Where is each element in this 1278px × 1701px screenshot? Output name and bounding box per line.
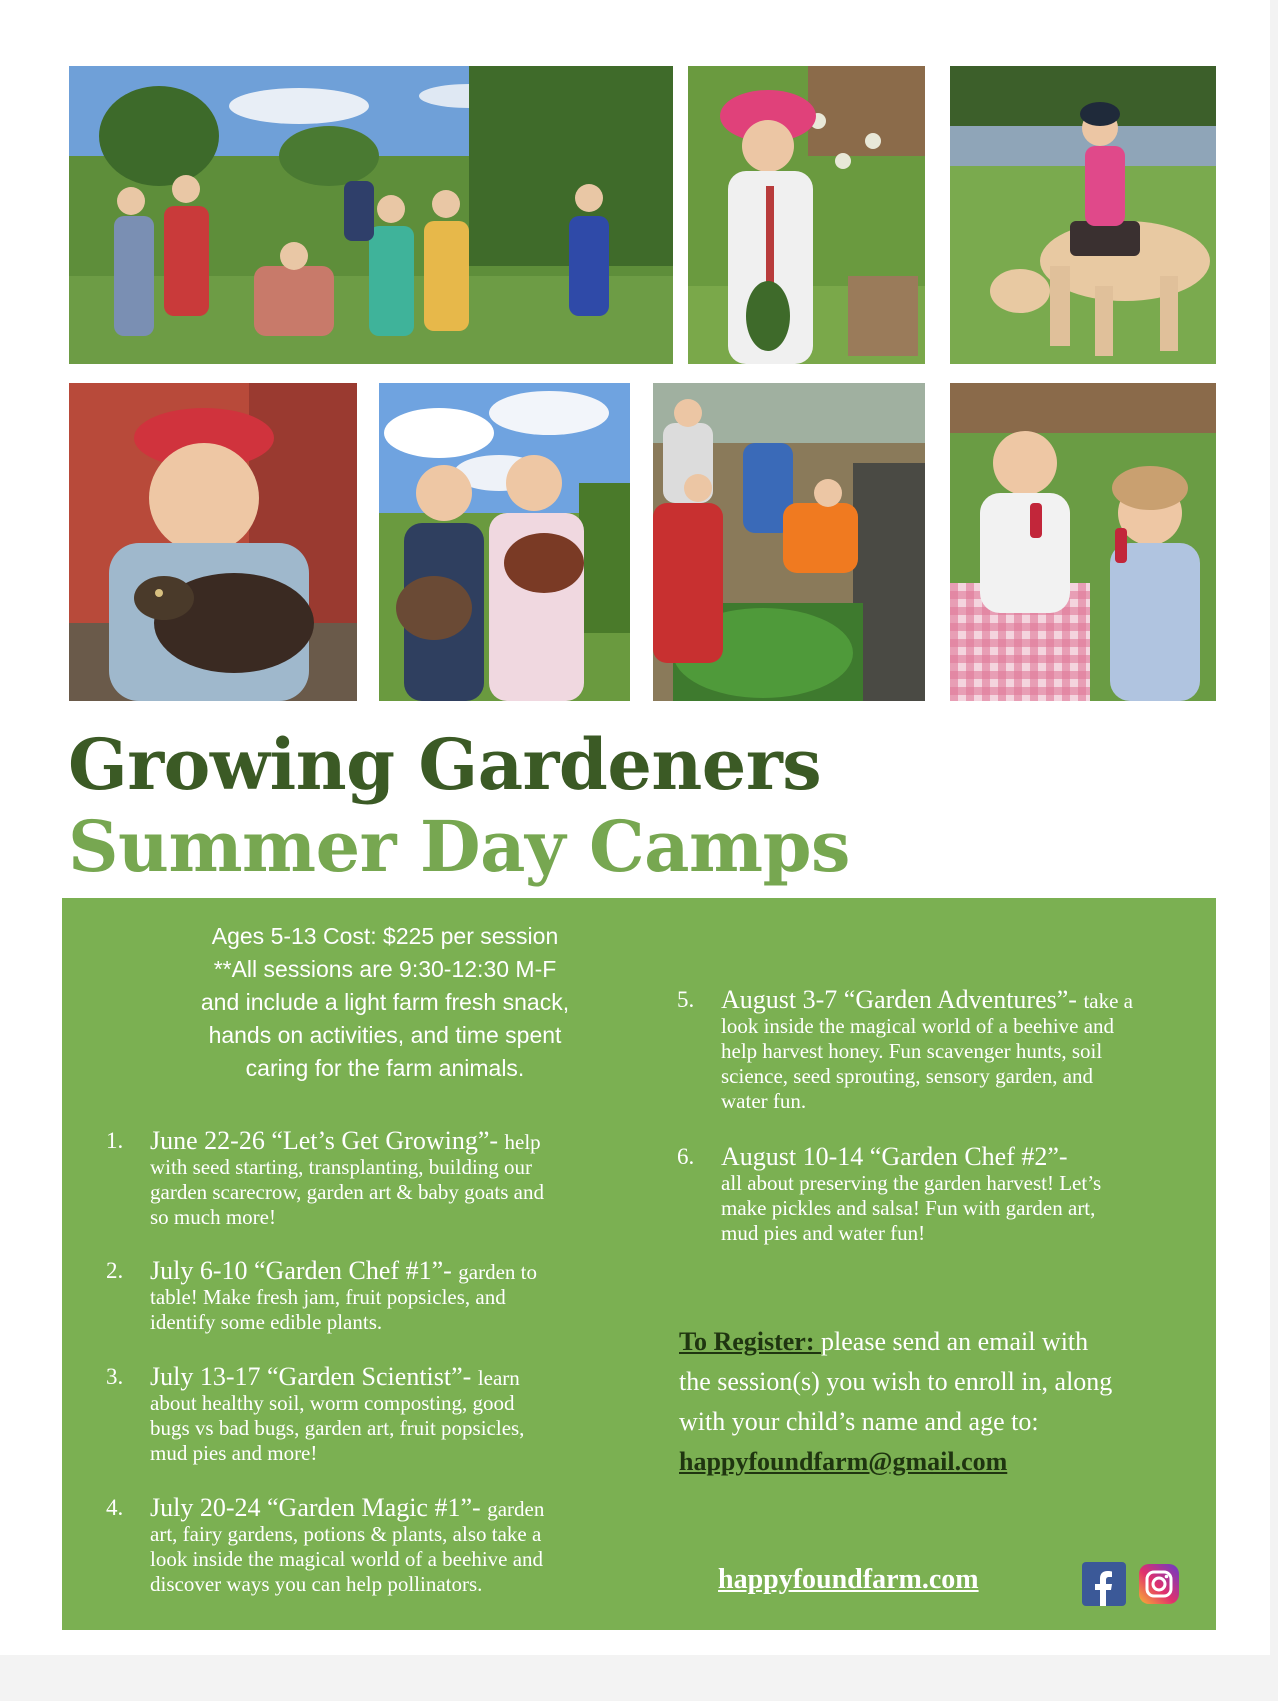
- session-desc: garden to: [458, 1260, 538, 1284]
- session-desc-line: discover ways you can help pollinators.: [150, 1572, 483, 1596]
- intro-line: **All sessions are 9:30-12:30 M-F: [213, 956, 557, 982]
- session-heading: June 22-26 “Let’s Get Growing”-: [150, 1126, 505, 1155]
- session-desc-line: with seed starting, transplanting, building our: [150, 1155, 533, 1179]
- session-desc: garden: [487, 1497, 545, 1521]
- session-desc: take a: [1083, 989, 1133, 1013]
- session-desc-line: help harvest honey. Fun scavenger hunts, soil: [721, 1039, 1103, 1063]
- session-heading: July 20-24 “Garden Magic #1”-: [150, 1493, 488, 1522]
- session-desc-line: mud pies and more!: [150, 1441, 318, 1465]
- session-number: 4.: [106, 1495, 124, 1520]
- girl-pink-hat-photo: [688, 66, 925, 364]
- facebook-icon[interactable]: [1082, 1562, 1126, 1606]
- register-email-link[interactable]: happyfoundfarm@gmail.com: [679, 1447, 1008, 1476]
- website-link[interactable]: happyfoundfarm.com: [718, 1564, 979, 1595]
- session-desc-line: make pickles and salsa! Fun with garden art,: [721, 1196, 1096, 1220]
- intro-line: Ages 5-13 Cost: $225 per session: [211, 923, 559, 949]
- girl-on-pony-photo: [950, 66, 1216, 364]
- session-number: 5.: [677, 987, 695, 1012]
- session-desc-line: so much more!: [150, 1205, 276, 1229]
- session-desc-line: all about preserving the garden harvest! Let’s: [721, 1171, 1102, 1195]
- sessions-left: [106, 1127, 626, 1604]
- session-desc-line: table! Make fresh jam, fruit popsicles, and: [150, 1285, 506, 1309]
- intro-line: and include a light farm fresh snack,: [200, 989, 570, 1015]
- info-panel: [62, 898, 1216, 1630]
- session-item: [106, 1257, 626, 1363]
- session-desc-line: water fun.: [721, 1089, 807, 1113]
- session-heading: July 6-10 “Garden Chef #1”-: [150, 1256, 459, 1285]
- session-desc-line: look inside the magical world of a beehive and: [721, 1014, 1115, 1038]
- session-desc-line: art, fairy gardens, potions & plants, also take a: [150, 1522, 542, 1546]
- session-desc: help: [504, 1130, 541, 1154]
- session-heading: August 3-7 “Garden Adventures”-: [721, 985, 1084, 1014]
- kids-group-garden-photo: [69, 66, 673, 364]
- session-number: 1.: [106, 1128, 124, 1153]
- page-subtitle: Summer Day Camps: [68, 805, 850, 888]
- instagram-icon[interactable]: [1139, 1564, 1179, 1604]
- session-desc-line: about healthy soil, worm composting, good: [150, 1391, 515, 1415]
- session-number: 2.: [106, 1258, 124, 1283]
- session-desc: learn: [477, 1366, 520, 1390]
- girls-with-chickens-photo: [379, 383, 630, 701]
- session-heading: August 10-14 “Garden Chef #2”-: [721, 1142, 1068, 1171]
- session-desc-line: identify some edible plants.: [150, 1310, 383, 1334]
- session-desc-line: look inside the magical world of a beehive and: [150, 1547, 544, 1571]
- register-text: the session(s) you wish to enroll in, along: [679, 1367, 1113, 1396]
- session-desc-line: science, seed sprouting, sensory garden, and: [721, 1064, 1094, 1088]
- session-desc-line: bugs vs bad bugs, garden art, fruit popsicles,: [150, 1416, 525, 1440]
- session-item: [106, 1494, 626, 1604]
- register-text: with your child’s name and age to:: [679, 1407, 1039, 1436]
- session-item: [106, 1127, 626, 1257]
- girls-popsicles-photo: [950, 383, 1216, 701]
- session-item: [677, 986, 1207, 1143]
- session-number: 6.: [677, 1144, 695, 1169]
- session-desc-line: garden scarecrow, garden art & baby goats and: [150, 1180, 544, 1204]
- boy-with-goat-photo: [69, 383, 357, 701]
- intro-line: hands on activities, and time spent: [208, 1022, 562, 1048]
- register-info: [679, 1322, 1199, 1482]
- session-item: [677, 1143, 1207, 1253]
- session-heading: July 13-17 “Garden Scientist”-: [150, 1362, 478, 1391]
- kids-planting-photo: [653, 383, 925, 701]
- register-label: To Register:: [679, 1327, 822, 1356]
- intro-line: caring for the farm animals.: [245, 1055, 525, 1081]
- intro-text: [150, 920, 620, 1085]
- page-title: Growing Gardeners: [68, 723, 822, 806]
- sessions-right: [677, 986, 1207, 1253]
- register-text: please send an email with: [821, 1327, 1089, 1356]
- session-number: 3.: [106, 1364, 124, 1389]
- session-item: [106, 1363, 626, 1494]
- session-desc-line: mud pies and water fun!: [721, 1221, 926, 1245]
